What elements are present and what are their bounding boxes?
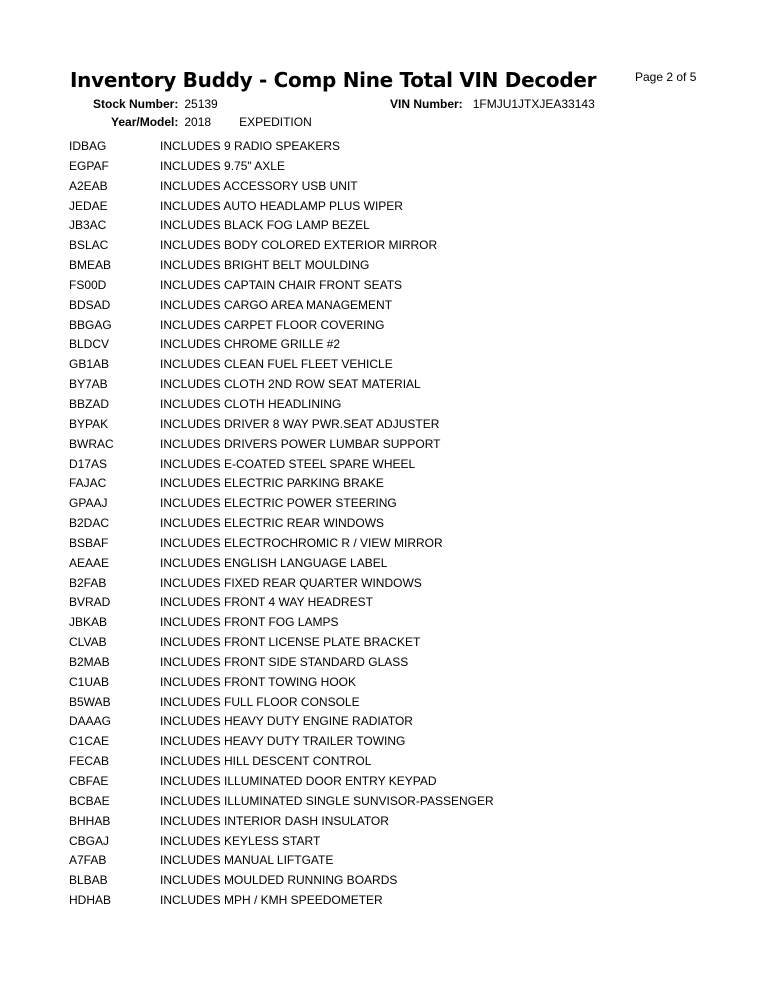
option-description: INCLUDES CLOTH 2ND ROW SEAT MATERIAL (160, 377, 421, 392)
option-description: INCLUDES DRIVER 8 WAY PWR.SEAT ADJUSTER (160, 416, 440, 431)
option-code: IDBAG (69, 139, 107, 153)
option-code: B2MAB (69, 654, 110, 669)
option-code: CBGAJ (69, 833, 110, 848)
option-code: GPAAJ (69, 496, 108, 511)
option-description: INCLUDES FRONT LICENSE PLATE BRACKET (160, 635, 421, 650)
option-description: INCLUDES HEAVY DUTY TRAILER TOWING (160, 734, 406, 749)
list-item (69, 675, 494, 695)
list-item (69, 556, 494, 576)
option-description: INCLUDES HEAVY DUTY ENGINE RADIATOR (160, 714, 413, 729)
option-code: BSLAC (69, 238, 109, 253)
list-item (69, 496, 494, 516)
list-item (69, 595, 494, 615)
list-item (69, 139, 494, 159)
option-code: BLDCV (69, 337, 110, 352)
option-description: INCLUDES CAPTAIN CHAIR FRONT SEATS (160, 277, 403, 292)
option-description: INCLUDES 9.75" AXLE (160, 158, 285, 173)
list-item (69, 476, 494, 496)
option-description: INCLUDES BRIGHT BELT MOULDING (160, 258, 370, 273)
option-code: JBKAB (69, 615, 108, 630)
list-item (69, 893, 494, 913)
option-description: INCLUDES FRONT TOWING HOOK (160, 674, 357, 689)
list-item (69, 318, 494, 338)
option-description: INCLUDES MPH / KMH SPEEDOMETER (160, 893, 383, 908)
list-item (69, 457, 494, 477)
option-description: INCLUDES FRONT 4 WAY HEADREST (160, 595, 373, 610)
option-description: INCLUDES CLOTH HEADLINING (160, 396, 342, 411)
vin-number (390, 97, 595, 111)
option-code: BDSAD (69, 297, 111, 312)
list-item (69, 873, 494, 893)
year-model (111, 115, 312, 129)
option-description: INCLUDES ILLUMINATED SINGLE SUNVISOR-PASSENGER (160, 793, 494, 808)
list-item (69, 218, 494, 238)
option-description: INCLUDES ELECTRIC PARKING BRAKE (160, 476, 384, 491)
option-description: INCLUDES BODY COLORED EXTERIOR MIRROR (160, 238, 438, 253)
stock-number (93, 97, 218, 111)
option-code: FAJAC (69, 476, 107, 491)
list-item (69, 516, 494, 536)
option-description: INCLUDES ILLUMINATED DOOR ENTRY KEYPAD (160, 774, 437, 788)
option-description: INCLUDES INTERIOR DASH INSULATOR (160, 813, 389, 828)
list-item (69, 278, 494, 298)
year-model-label: Year/Model: (111, 115, 179, 129)
stock-number-label: Stock Number: (93, 97, 179, 111)
option-description: INCLUDES HILL DESCENT CONTROL (160, 754, 372, 769)
option-code: CLVAB (69, 635, 107, 650)
list-item (69, 615, 494, 635)
list-item (69, 258, 494, 278)
option-code: JEDAE (69, 198, 108, 213)
option-code: BBZAD (69, 396, 110, 411)
option-code: JB3AC (69, 218, 107, 233)
list-item (69, 238, 494, 258)
list-item (69, 853, 494, 873)
option-description: INCLUDES 9 RADIO SPEAKERS (160, 139, 341, 153)
option-description: INCLUDES BLACK FOG LAMP BEZEL (160, 218, 370, 233)
option-code: BCBAE (69, 793, 110, 808)
option-description: INCLUDES ENGLISH LANGUAGE LABEL (160, 555, 388, 570)
option-description: INCLUDES FIXED REAR QUARTER WINDOWS (160, 575, 422, 590)
option-code: B2DAC (69, 516, 110, 531)
option-code: A7FAB (69, 853, 107, 868)
option-description: INCLUDES ELECTRIC POWER STEERING (160, 496, 397, 511)
list-item (69, 834, 494, 854)
option-code: EGPAF (69, 158, 109, 173)
option-code: D17AS (69, 456, 108, 471)
option-description: INCLUDES CARGO AREA MANAGEMENT (160, 297, 393, 312)
option-description: INCLUDES ELECTRIC REAR WINDOWS (160, 516, 385, 531)
page-title: Inventory Buddy - Comp Nine Total VIN Decoder (70, 68, 597, 92)
year-value: 2018 (184, 115, 212, 129)
page-number: Page 2 of 5 (635, 70, 697, 84)
option-code: DAAAG (69, 714, 112, 729)
list-item (69, 734, 494, 754)
vin-number-value: 1FMJU1JTXJEA33143 (472, 97, 595, 111)
option-description: INCLUDES E-COATED STEEL SPARE WHEEL (160, 456, 416, 471)
list-item (69, 576, 494, 596)
list-item (69, 814, 494, 834)
option-code-list (69, 139, 494, 913)
list-item (69, 714, 494, 734)
list-item (69, 377, 494, 397)
option-code: AEAAE (69, 555, 110, 570)
list-item (69, 655, 494, 675)
option-description: INCLUDES AUTO HEADLAMP PLUS WIPER (160, 198, 403, 213)
option-description: INCLUDES FRONT FOG LAMPS (160, 615, 339, 630)
list-item (69, 774, 494, 794)
option-description: INCLUDES CLEAN FUEL FLEET VEHICLE (160, 357, 393, 372)
list-item (69, 199, 494, 219)
option-code: BHHAB (69, 813, 111, 828)
option-code: BBGAG (69, 317, 112, 332)
option-code: FECAB (69, 754, 110, 769)
option-description: INCLUDES CHROME GRILLE #2 (160, 337, 341, 352)
option-description: INCLUDES CARPET FLOOR COVERING (160, 317, 385, 332)
option-code: BSBAF (69, 535, 109, 550)
list-item (69, 695, 494, 715)
stock-number-value: 25139 (184, 97, 218, 111)
option-code: BWRAC (69, 436, 114, 451)
option-code: BY7AB (69, 377, 108, 392)
list-item (69, 159, 494, 179)
list-item (69, 794, 494, 814)
option-code: BMEAB (69, 258, 112, 273)
option-code: CBFAE (69, 774, 109, 788)
vin-number-label: VIN Number: (390, 97, 463, 111)
list-item (69, 754, 494, 774)
option-code: BLBAB (69, 873, 108, 888)
option-description: INCLUDES FULL FLOOR CONSOLE (160, 694, 360, 709)
option-code: B5WAB (69, 694, 111, 709)
list-item (69, 437, 494, 457)
option-code: BVRAD (69, 595, 111, 610)
option-code: FS00D (69, 277, 107, 292)
option-code: A2EAB (69, 178, 108, 193)
option-description: INCLUDES ELECTROCHROMIC R / VIEW MIRROR (160, 535, 443, 550)
option-code: C1CAE (69, 734, 110, 749)
list-item (69, 635, 494, 655)
list-item (69, 417, 494, 437)
option-description: INCLUDES KEYLESS START (160, 833, 321, 848)
list-item (69, 179, 494, 199)
option-code: GB1AB (69, 357, 110, 372)
option-code: C1UAB (69, 674, 110, 689)
list-item (69, 298, 494, 318)
model-value: EXPEDITION (239, 115, 312, 129)
option-description: INCLUDES MOULDED RUNNING BOARDS (160, 873, 398, 888)
option-description: INCLUDES DRIVERS POWER LUMBAR SUPPORT (160, 436, 441, 451)
list-item (69, 337, 494, 357)
list-item (69, 357, 494, 377)
option-code: BYPAK (69, 416, 109, 431)
option-description: INCLUDES MANUAL LIFTGATE (160, 853, 334, 868)
option-code: B2FAB (69, 575, 107, 590)
option-description: INCLUDES FRONT SIDE STANDARD GLASS (160, 654, 409, 669)
list-item (69, 536, 494, 556)
option-code: HDHAB (69, 893, 112, 908)
list-item (69, 397, 494, 417)
option-description: INCLUDES ACCESSORY USB UNIT (160, 178, 358, 193)
